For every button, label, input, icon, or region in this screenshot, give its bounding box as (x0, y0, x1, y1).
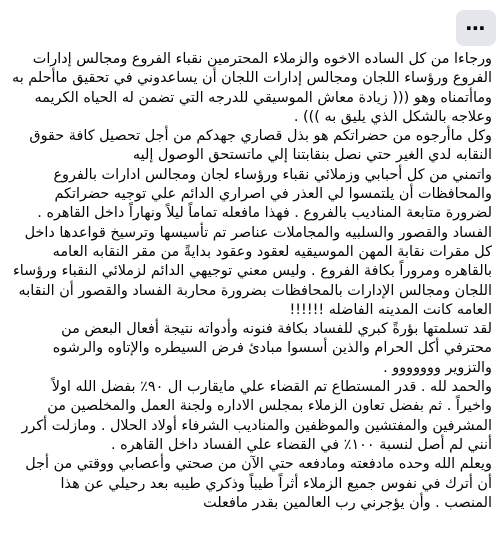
post-paragraph-4: الفساد والقصور والسلبيه والمجاملات عناصر تم تأسيسها وترسيخ قواعدها داخل كل مقرات نقابة المهن الموسيقيه لعقود وعقود بدايةً من مقر النقابه العامه بالقاهره ومروراً بكافة الفروع . وليس معني توجيهي الدائم لزملائي النقباء ورؤساء اللجان ومجالس الإدارات بالمحافظات بضرورة محاربة الفساد والقصور أن النقابه العامه كانت المدينه الفاضله !!!!!! (13, 224, 492, 318)
post-body (12, 50, 492, 513)
post-paragraph-3: واتمني من كل أحبابي وزملائي نقباء ورؤساء لجان ومجالس ادارات بالفروع والمحافظات أن يلتمسوا لي العذر في اصراري الدائم علي توجيه حضراتكم لضرورة متابعة المناديب بالفروع . فهذا مافعله تماماً ليلاً ونهاراً داخل القاهره . (37, 166, 492, 222)
post-paragraph-6: والحمد لله . قدر المستطاع تم القضاء علي مايقارب ال ٩٠٪ بفضل الله اولاً واخيراً . ثم بفضل تعاون الزملاء بمجلس الاداره ولجنة العمل والمخلصين من المشرفين والمفتشين والموظفين والمناديب الشرفاء أولاد الحلال . ومازلت أكرر أنني لم أصل لنسبة ١٠٠٪ في القضاء علي الفساد داخل القاهره . (21, 379, 492, 453)
post-paragraph-2: وكل ماأرجوه من حضراتكم هو بذل قصاري جهدكم من أجل تحصيل كافة حقوق النقابه لدي الغير حتي نصل بنقابتنا إلي ماتستحق الوصول إليه (29, 128, 492, 164)
more-icon: ⋯ (465, 16, 487, 40)
more-options-button[interactable] (456, 10, 496, 46)
post-paragraph-7: ويعلم الله وحده مادفعته ومادفعه حتي الآن من صحتي وأعصابي ووقتي من أجل أن أترك في نفوس جميع الزملاء أثراً طيباً وذكري طيبه بعد رحيلي عن هذا المنصب . وأن يؤجرني رب العالمين بقدر مافعلت (25, 456, 492, 511)
post-paragraph-5: لقد تسلمتها بؤرةً كبري للفساد بكافة فنونه وأدواته نتيجة أفعال البعض من محترفي أكل الحرام والذين أسسوا مبادئ فرض السيطره والإتاوه والرشوه والتزوير ووووووو . (52, 321, 492, 376)
post-paragraph-1: ورجاءا من كل الساده الاخوه والزملاء المحترمين نقباء الفروع ومجالس إدارات الفروع ورؤساء اللجان ومجالس إدارات اللجان أن يساعدوني في تحقيق ماأحلم به وماأتمناه وهو ((( زيادة معاش الموسيقي للدرجه التي تضمن له الحياه الكريمه وعلاجه بالشكل الذي يليق به ))) . (12, 51, 492, 125)
